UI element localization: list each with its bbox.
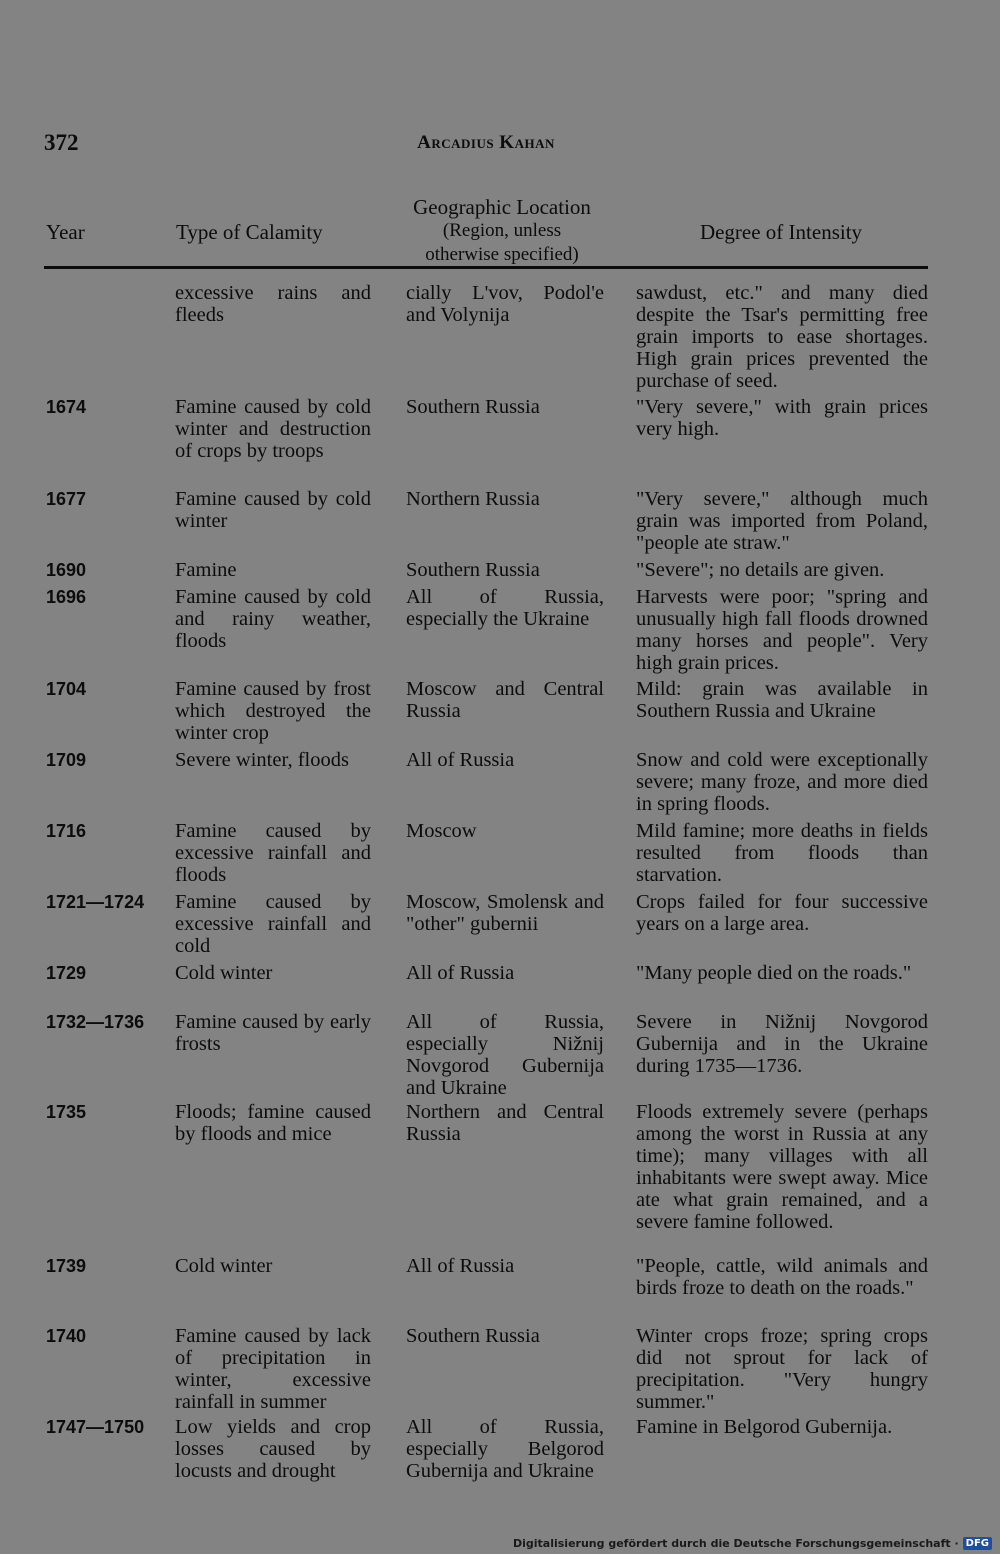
cell-geo: Southern Russia <box>406 1325 540 1347</box>
cell-intensity: Crops failed for four successive years on a large area. <box>636 891 928 935</box>
cell-type: Famine caused by early frosts <box>175 1011 371 1055</box>
cell-year: 1674 <box>46 397 87 417</box>
cell-type: excessive rains and fleeds <box>175 282 371 326</box>
cell-type: Low yields and crop losses caused by locusts and drought <box>175 1416 371 1482</box>
cell-year: 1740 <box>46 1326 87 1346</box>
cell-geo: Moscow and Central Russia <box>406 678 604 722</box>
table-column-headers <box>44 196 928 266</box>
cell-intensity: "People, cattle, wild animals and birds froze to death on the roads." <box>636 1255 928 1299</box>
cell-geo: Southern Russia <box>406 396 540 418</box>
cell-type: Famine caused by frost which destroyed the winter crop <box>175 678 371 744</box>
cell-geo: Moscow <box>406 820 477 842</box>
cell-type: Famine caused by cold winter and destruction of crops by troops <box>175 396 371 462</box>
cell-year: 1696 <box>46 587 87 607</box>
cell-year: 1721—1724 <box>46 892 145 912</box>
dfg-logo: DFG <box>963 1537 992 1550</box>
cell-type: Famine caused by lack of precipitation in winter, excessive rainfall in summer <box>175 1325 371 1413</box>
cell-geo: Northern and Central Russia <box>406 1101 604 1145</box>
cell-year: 1732—1736 <box>46 1012 145 1032</box>
cell-geo: All of Russia, especially Nižnij Novgorod Gubernija and Ukraine <box>406 1011 604 1099</box>
cell-type: Famine caused by excessive rainfall and floods <box>175 820 371 886</box>
cell-geo: All of Russia, especially Belgorod Gubernija and Ukraine <box>406 1416 604 1482</box>
column-header-year: Year <box>46 220 85 244</box>
cell-geo: All of Russia <box>406 749 515 771</box>
cell-intensity: "Very severe," with grain prices very high. <box>636 396 928 440</box>
cell-geo: Moscow, Smolensk and "other" gubernii <box>406 891 604 935</box>
cell-geo: cially L'vov, Podol'e and Volynija <box>406 282 604 326</box>
page-number: 372 <box>44 130 79 155</box>
cell-intensity: "Very severe," although much grain was imported from Poland, "people ate straw." <box>636 488 928 554</box>
cell-geo: All of Russia, especially the Ukraine <box>406 586 604 630</box>
cell-intensity: sawdust, etc." and many died despite the Tsar's permitting free grain imports to ease shortages. High grain prices prevented the purchase of seed. <box>636 282 928 392</box>
cell-intensity: Famine in Belgorod Gubernija. <box>636 1416 893 1438</box>
footer-text: Digitalisierung gefördert durch die Deutsche Forschungsgemeinschaft · <box>512 1537 959 1550</box>
cell-intensity: Winter crops froze; spring crops did not sprout for lack of precipitation. "Very hungry summer." <box>636 1325 928 1413</box>
cell-year: 1729 <box>46 963 87 983</box>
cell-geo: Southern Russia <box>406 559 540 581</box>
cell-year: 1690 <box>46 560 87 580</box>
digitization-footer <box>513 1537 992 1550</box>
cell-type: Cold winter <box>175 1255 273 1277</box>
cell-type: Famine <box>175 559 237 581</box>
cell-intensity: Floods extremely severe (perhaps among the worst in Russia at any time); many villages with all inhabitants were swept away. Mice ate what grain remained, and a severe famine followed. <box>636 1101 928 1233</box>
cell-type: Severe winter, floods <box>175 749 349 771</box>
cell-type: Famine caused by cold winter <box>175 488 371 532</box>
column-header-geo-line2: (Region, unless <box>442 220 562 241</box>
cell-intensity: Harvests were poor; "spring and unusually high fall floods drowned many horses and people". Very high grain prices. <box>636 586 928 674</box>
cell-geo: Northern Russia <box>406 488 540 510</box>
header-rule <box>44 266 928 269</box>
cell-intensity: Mild famine; more deaths in fields resulted from floods than starvation. <box>636 820 928 886</box>
cell-geo: All of Russia <box>406 1255 515 1277</box>
page-header <box>44 130 928 162</box>
running-head: Arcadius Kahan <box>417 132 555 153</box>
cell-intensity: "Many people died on the roads." <box>636 962 912 984</box>
cell-year: 1739 <box>46 1256 87 1276</box>
cell-intensity: Mild: grain was available in Southern Russia and Ukraine <box>636 678 928 722</box>
column-header-intensity: Degree of Intensity <box>699 220 863 244</box>
cell-intensity: "Severe"; no details are given. <box>636 559 885 581</box>
cell-type: Famine caused by excessive rainfall and cold <box>175 891 371 957</box>
cell-year: 1747—1750 <box>46 1417 145 1437</box>
cell-type: Famine caused by cold and rainy weather, floods <box>175 586 371 652</box>
cell-intensity: Severe in Nižnij Novgorod Gubernija and in the Ukraine during 1735—1736. <box>636 1011 928 1077</box>
cell-type: Floods; famine caused by floods and mice <box>175 1101 371 1145</box>
cell-type: Cold winter <box>175 962 273 984</box>
column-header-type: Type of Calamity <box>176 220 323 244</box>
cell-year: 1677 <box>46 489 87 509</box>
cell-year: 1704 <box>46 679 87 699</box>
cell-year: 1735 <box>46 1102 87 1122</box>
cell-geo: All of Russia <box>406 962 515 984</box>
column-header-geo-line3: otherwise specified) <box>425 244 579 265</box>
cell-year: 1716 <box>46 821 87 841</box>
column-header-geo-line1: Geographic Location <box>413 195 591 219</box>
cell-year: 1709 <box>46 750 87 770</box>
cell-intensity: Snow and cold were exceptionally severe; many froze, and more died in spring floods. <box>636 749 928 815</box>
column-header-geographic-location <box>402 196 602 266</box>
